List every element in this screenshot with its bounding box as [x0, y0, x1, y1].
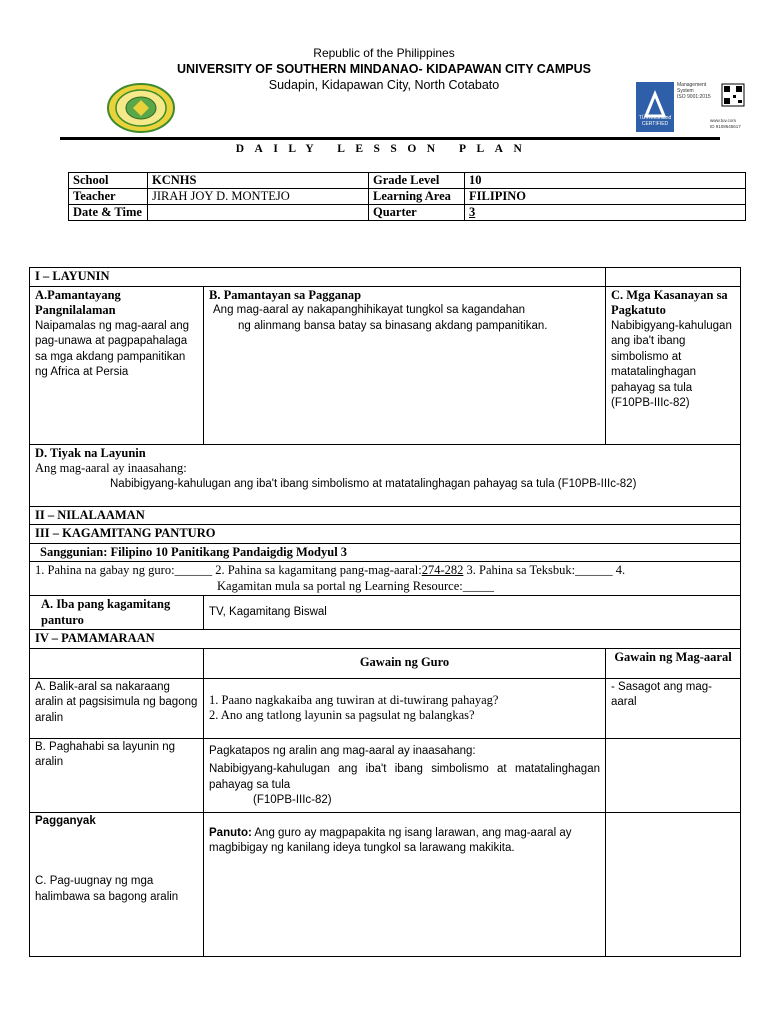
pahina-teksbuk: 3. Pahina sa Teksbuk:: [463, 563, 576, 577]
table-row: [30, 648, 741, 678]
iso-certification-badge: [636, 82, 746, 132]
empty-cell: [30, 648, 204, 678]
paghahabi-cell: [204, 738, 606, 812]
balik-aral-question-2: 2. Ano ang tatlong layunin sa pagsulat ng balangkas?: [209, 708, 475, 722]
section-kagamitan: III – KAGAMITANG PANTURO: [30, 525, 741, 544]
tiyak-na-layunin-title: D. Tiyak na Layunin: [35, 445, 146, 460]
learning-area-value: FILIPINO: [465, 189, 746, 205]
empty-cell: [606, 812, 741, 956]
paghahabi-label: B. Paghahabi sa layunin ng aralin: [30, 738, 204, 812]
table-row: [30, 596, 741, 630]
panuto-body: Ang guro ay magpapakita ng isang larawan, ang mag-aaral ay magbibigay ng kanilang ideya tungkol sa larawang makikita.: [209, 826, 572, 854]
table-row: [69, 173, 746, 189]
section-pamamaraan: IV – PAMAMARAAN: [30, 630, 741, 649]
pahina-item-4: 4.: [612, 563, 626, 577]
document-header: [0, 0, 768, 170]
university-seal-icon: [106, 78, 176, 138]
campus-address: Sudapin, Kidapawan City, North Cotabato: [268, 78, 500, 92]
table-row: [30, 506, 741, 525]
learning-area-label: Learning Area: [369, 189, 465, 205]
pahina-cell: [30, 562, 741, 596]
kasanayan-text: Nabibigyang-kahulugan ang iba't ibang simbolismo at matatalinghagan pahayag sa tula (F10PB-IIIc-82): [611, 319, 732, 409]
republic-line: Republic of the Philippines: [313, 46, 455, 60]
table-row: [69, 205, 746, 221]
document-title: DAILY LESSON PLAN: [235, 143, 533, 155]
grade-level-label: Grade Level: [369, 173, 465, 189]
quarter-value: 3: [465, 205, 746, 221]
header-divider: [60, 137, 720, 140]
pamantayang-pangnilalaman-cell: [30, 286, 204, 444]
tiyak-na-layunin-text: Nabibigyang-kahulugan ang iba't ibang simbolismo at matatalinghagan pahayag sa tula (F10PB-IIIc-82): [110, 477, 637, 490]
table-row: [30, 444, 741, 506]
paguugnay-label: C. Pag-uugnay ng mga halimbawa sa bagong aralin: [35, 875, 179, 903]
panuto-cell: [204, 812, 606, 956]
pamantayan-pagganap-text-2: ng alinmang bansa batay sa binasang akdang pampanitikan.: [238, 319, 548, 332]
pamantayan-pagganap-title: B. Pamantayan sa Pagganap: [209, 287, 362, 302]
paghahabi-text-2: Nabibigyang-kahulugan ang iba't ibang simbolismo at matatalinghagan pahayag sa tula: [209, 763, 600, 791]
empty-cell: [606, 268, 741, 287]
cert-line: www.tuv.com: [710, 118, 737, 123]
table-row: [30, 268, 741, 287]
panuto-label: Panuto:: [209, 826, 252, 839]
pagganyak-cell: [30, 812, 204, 956]
table-row: [30, 562, 741, 596]
pahina-portal: Kagamitan mula sa portal ng Learning Resource:: [217, 578, 463, 593]
kasanayan-cell: [606, 286, 741, 444]
gawain-ng-magaaral-header: Gawain ng Mag-aaral: [606, 648, 741, 678]
balik-aral-questions: [204, 678, 606, 738]
school-value: KCNHS: [148, 173, 369, 189]
pahina-portal-blank: _____: [462, 578, 495, 593]
quarter-label: Quarter: [369, 205, 465, 221]
pamantayan-pagganap-cell: [204, 286, 606, 444]
tiyak-na-layunin-intro: Ang mag-aaral ay inaasahang:: [35, 461, 187, 475]
table-row: [30, 678, 741, 738]
pahina-magaaral: 2. Pahina sa kagamitang pang-mag-aaral:: [212, 563, 422, 577]
table-row: [30, 525, 741, 544]
cert-line: ISO 9001:2015: [677, 94, 711, 100]
section-layunin: I – LAYUNIN: [30, 268, 606, 287]
pahina-guro: 1. Pahina na gabay ng guro:: [35, 563, 175, 577]
pamantayang-pangnilalaman-title: A.Pamantayang Pangnilalaman: [35, 287, 121, 317]
balik-aral-student: - Sasagot ang mag-aaral: [606, 678, 741, 738]
pahina-line-1: [35, 563, 735, 579]
table-row: [30, 630, 741, 649]
tiyak-na-layunin-cell: [30, 444, 741, 506]
cert-line: TÜVRheinland: [638, 115, 672, 121]
paghahabi-text-3: (F10PB-IIIc-82): [253, 794, 332, 806]
pagganyak-label: Pagganyak: [35, 814, 96, 827]
section-nilalaaman: II – NILALAAMAN: [30, 506, 741, 525]
table-row: [30, 286, 741, 444]
gawain-ng-guro-header: Gawain ng Guro: [204, 648, 606, 678]
pahina-line-2: [35, 579, 735, 595]
panuto-text: [209, 826, 600, 857]
cert-line: Management: [677, 82, 707, 88]
lesson-plan-table: [29, 267, 741, 957]
school-label: School: [69, 173, 148, 189]
table-row: [30, 812, 741, 956]
cert-line: System: [677, 88, 694, 94]
pamantayang-pangnilalaman-text: Naipamalas ng mag-aaral ang pag-unawa at pagpapahalaga sa mga akdang pampanitikan ng Africa at Persia: [35, 319, 190, 378]
empty-cell: [606, 738, 741, 812]
kasanayan-title: C. Mga Kasanayan sa Pagkatuto: [611, 287, 728, 317]
pahina-teksbuk-blank: ______: [575, 563, 613, 577]
date-time-label: Date & Time: [69, 205, 148, 221]
table-row: [69, 189, 746, 205]
table-row: [30, 543, 741, 562]
teacher-label: Teacher: [69, 189, 148, 205]
paghahabi-text-1: Pagkatapos ng aralin ang mag-aaral ay inaasahang:: [209, 744, 476, 757]
lesson-info-table: [68, 172, 746, 221]
balik-aral-label: A. Balik-aral sa nakaraang aralin at pagsisimula ng bagong aralin: [30, 678, 204, 738]
pamantayan-pagganap-text: Ang mag-aaral ay nakapanghihikayat tungkol sa kagandahan: [213, 304, 525, 316]
pahina-guro-blank: ______: [174, 563, 213, 577]
iba-pang-kagamitan-value: TV, Kagamitang Biswal: [204, 596, 741, 630]
sanggunian: Sanggunian: Filipino 10 Panitikang Pandaigdig Modyul 3: [30, 543, 741, 562]
iba-pang-kagamitan-label: A. Iba pang kagamitang panturo: [30, 596, 204, 630]
date-time-value: [148, 205, 369, 221]
grade-level-value: 10: [465, 173, 746, 189]
cert-line: ID 9108645617: [710, 123, 741, 129]
university-name: UNIVERSITY OF SOUTHERN MINDANAO- KIDAPAWAN CITY CAMPUS: [177, 62, 591, 76]
teacher-value: JIRAH JOY D. MONTEJO: [148, 189, 369, 205]
table-row: [30, 738, 741, 812]
cert-line: CERTIFIED: [641, 121, 669, 127]
pahina-magaaral-pages: 274-282: [421, 563, 464, 577]
balik-aral-question-1: 1. Paano nagkakaiba ang tuwiran at di-tuwirang pahayag?: [209, 692, 499, 707]
